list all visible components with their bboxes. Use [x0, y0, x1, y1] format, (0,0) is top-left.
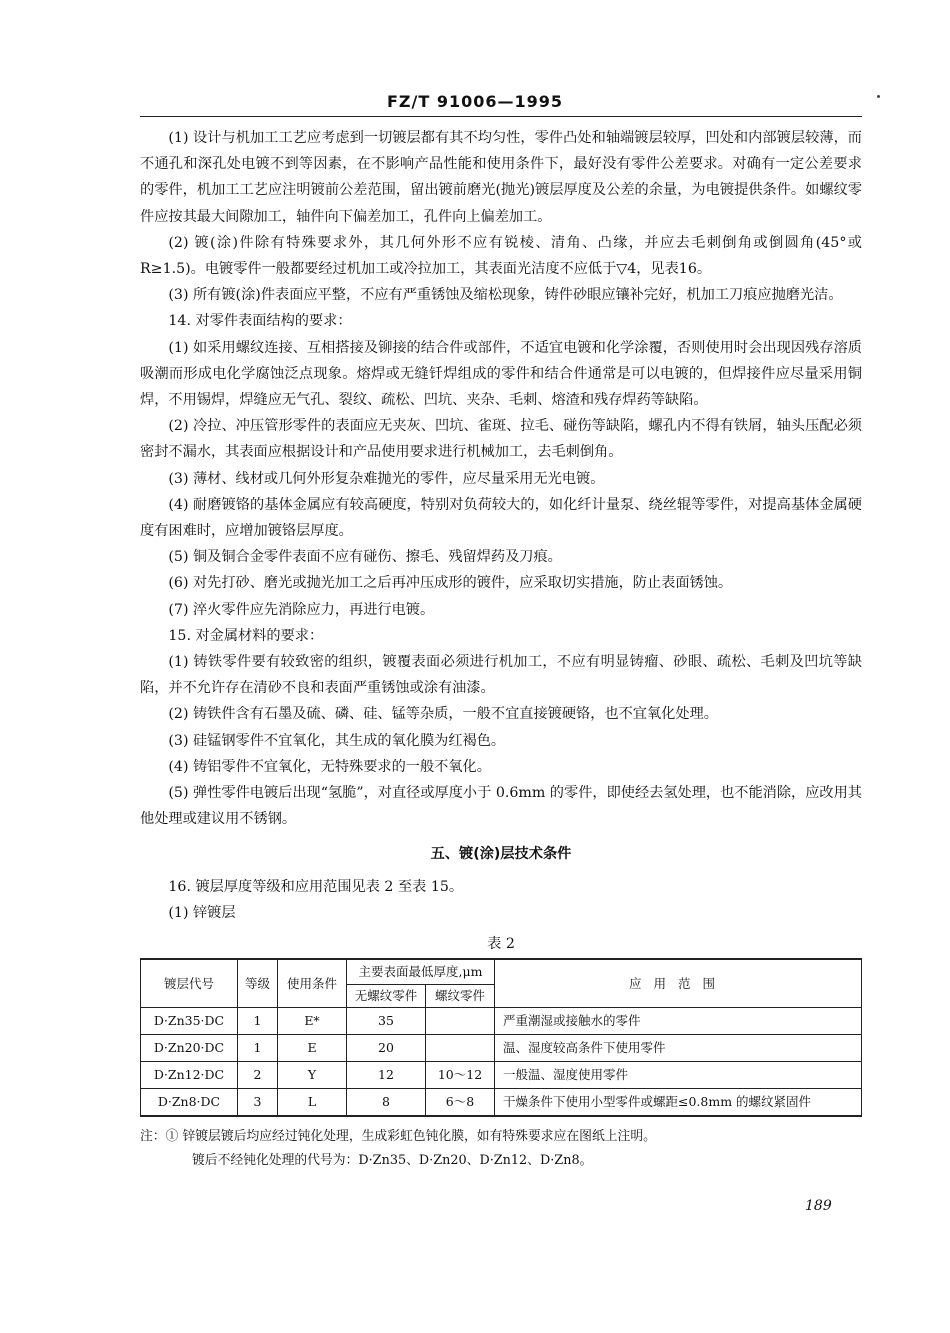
- paragraph: (1) 设计与机加工工艺应考虑到一切镀层都有其不均匀性，零件凸处和轴端镀层较厚，凹处和内部镀层较薄，而不通孔和深孔处电镀不到等因素，在不影响产品性能和使用条件下，最好没有零件公差要求。对确有一定公差要求的零件，机加工工艺应注明镀前公差范围，留出镀前磨光(抛光)镀层厚度及公差的余量，为电镀提供条件。如螺纹零件应按其最大间隙加工，轴件向下偏差加工，孔件向上偏差加工。: [140, 130, 862, 225]
- paragraph: (3) 薄材、线材或几何外形复杂难抛光的零件，应尽量采用无光电镀。: [168, 470, 605, 487]
- table-row: [141, 1035, 862, 1062]
- cell-code: D·Zn8·DC: [141, 1089, 238, 1117]
- cell-no-thread: 8: [347, 1089, 426, 1117]
- note-line: 镀后不经钝化处理的代号为：D·Zn35、D·Zn20、D·Zn12、D·Zn8。: [192, 1153, 593, 1169]
- header-rule: [140, 116, 862, 117]
- clause-heading: 15. 对金属材料的要求：: [168, 627, 324, 644]
- col-header-thread: 螺纹零件: [426, 985, 495, 1008]
- col-header-code: 镀层代号: [141, 959, 238, 1008]
- note-line: 注：① 锌镀层镀后均应经过钝化处理，生成彩虹色钝化膜，如有特殊要求应在图纸上注明。: [140, 1129, 656, 1145]
- paragraph: (1) 如采用螺纹连接、互相搭接及铆接的结合件或部件，不适宜电镀和化学涂覆，否则使用时会出现因残存溶质吸潮而形成电化学腐蚀泛点现象。熔焊或无缝钎焊组成的零件和结合件通常是可以电镀的，但焊接件应尽量采用铜焊，不用锡焊，焊缝应无气孔、裂纹、疏松、凹坑、夹杂、毛刺、熔渣和残存焊药等缺陷。: [140, 339, 862, 409]
- table-notes: [140, 1125, 862, 1173]
- cell-grade: 2: [238, 1062, 278, 1089]
- paragraph: (7) 淬火零件应先消除应力，再进行电镀。: [168, 601, 435, 618]
- cell-condition: Y: [278, 1062, 347, 1089]
- table-row: [141, 1062, 862, 1089]
- page-number: 189: [805, 1198, 832, 1214]
- clause-heading: 16. 镀层厚度等级和应用范围见表 2 至表 15。: [168, 878, 464, 895]
- cell-scope: 温、湿度较高条件下使用零件: [495, 1035, 862, 1062]
- cell-thread: [426, 1035, 495, 1062]
- paragraph: (3) 硅锰钢零件不宜氧化，其生成的氧化膜为红褐色。: [168, 732, 506, 749]
- table-caption: 表 2: [487, 936, 515, 953]
- col-header-thickness: 主要表面最低厚度,μm: [347, 959, 495, 985]
- cell-scope: 一般温、湿度使用零件: [495, 1062, 862, 1089]
- section-title: 五、镀(涂)层技术条件: [430, 846, 572, 863]
- col-header-condition: 使用条件: [278, 959, 347, 1008]
- col-header-scope: 应用范围: [495, 959, 862, 1008]
- paragraph: (1) 铸铁零件要有较致密的组织，镀覆表面必须进行机加工，不应有明显铸瘤、砂眼、疏松、毛刺及凹坑等缺陷，并不允许存在清砂不良和表面严重锈蚀或涂有油漆。: [140, 654, 862, 697]
- paragraph: (4) 耐磨镀铬的基体金属应有较高硬度，特别对负荷较大的，如化纤计量泵、绕丝辊等零件，对提高基体金属硬度有困难时，应增加镀铬层厚度。: [140, 496, 862, 540]
- document-body: [140, 125, 862, 1173]
- zinc-coating-table: [140, 958, 862, 1117]
- paragraph: (3) 所有镀(涂)件表面应平整，不应有严重锈蚀及缩松现象，铸件砂眼应镶补完好，机加工刀痕应抛磨光洁。: [168, 287, 843, 304]
- cell-thread: [426, 1008, 495, 1035]
- paragraph: (6) 对先打砂、磨光或抛光加工之后再冲压成形的镀件，应采取切实措施，防止表面锈蚀。: [168, 575, 733, 592]
- cell-thread: 6～8: [426, 1089, 495, 1117]
- paragraph: (2) 冷拉、冲压管形零件的表面应无夹灰、凹坑、雀斑、拉毛、碰伤等缺陷，螺孔内不得有铁屑，轴头压配必须密封不漏水，其表面应根据设计和产品使用要求进行机械加工，去毛刺倒角。: [140, 418, 862, 461]
- paragraph: (2) 镀(涂)件除有特殊要求外，其几何外形不应有锐棱、清角、凸缘，并应去毛刺倒角或倒圆角(45°或 R≥1.5)。电镀零件一般都要经过机加工或冷拉加工，其表面光洁度不应低于▽4，见表16。: [140, 234, 862, 278]
- paragraph: (4) 铸铝零件不宜氧化，无特殊要求的一般不氧化。: [168, 758, 491, 775]
- cell-scope: 严重潮湿或接触水的零件: [495, 1008, 862, 1035]
- paragraph: (1) 锌镀层: [168, 904, 236, 921]
- cell-condition: E: [278, 1035, 347, 1062]
- cell-condition: L: [278, 1089, 347, 1117]
- cell-grade: 1: [238, 1008, 278, 1035]
- cell-thread: 10～12: [426, 1062, 495, 1089]
- standard-number-header: FZ/T 91006—1995: [386, 92, 564, 111]
- cell-grade: 3: [238, 1089, 278, 1117]
- cell-no-thread: 12: [347, 1062, 426, 1089]
- cell-code: D·Zn12·DC: [141, 1062, 238, 1089]
- clause-heading: 14. 对零件表面结构的要求：: [168, 313, 352, 330]
- paragraph: (5) 弹性零件电镀后出现“氢脆”，对直径或厚度小于 0.6mm 的零件，即使经去氢处理，也不能消除，应改用其他处理或建议用不锈钢。: [140, 785, 862, 828]
- paragraph: (5) 铜及铜合金零件表面不应有碰伤、擦毛、残留焊药及刀痕。: [168, 549, 562, 566]
- table-row: [141, 1008, 862, 1035]
- col-header-grade: 等级: [238, 959, 278, 1008]
- table-row: [141, 1089, 862, 1117]
- paragraph: (2) 铸铁件含有石墨及硫、磷、硅、锰等杂质，一般不宜直接镀硬铬，也不宜氧化处理。: [168, 706, 718, 723]
- col-header-no-thread: 无螺纹零件: [347, 985, 426, 1008]
- cell-scope: 干燥条件下使用小型零件或螺距≤0.8mm 的螺纹紧固件: [495, 1089, 862, 1117]
- cell-condition: E*: [278, 1008, 347, 1035]
- cell-code: D·Zn20·DC: [141, 1035, 238, 1062]
- cell-grade: 1: [238, 1035, 278, 1062]
- cell-code: D·Zn35·DC: [141, 1008, 238, 1035]
- cell-no-thread: 35: [347, 1008, 426, 1035]
- cell-no-thread: 20: [347, 1035, 426, 1062]
